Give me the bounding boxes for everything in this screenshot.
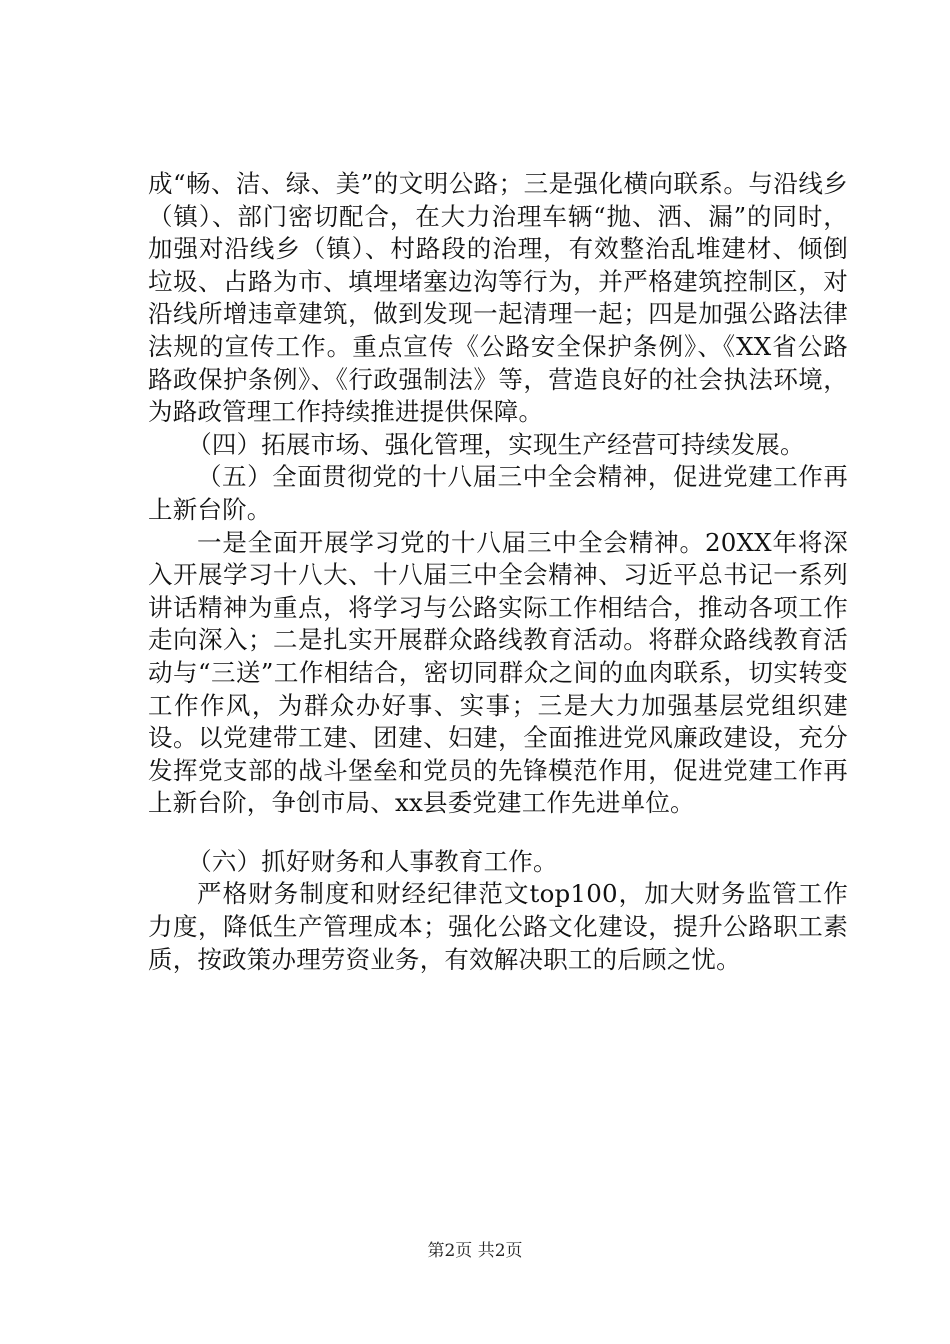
heading-section-five: （五）全面贯彻党的十八届三中全会精神，促进党建工作再上新台阶。 bbox=[148, 462, 848, 524]
heading-section-four: （四）拓展市场、强化管理，实现生产经营可持续发展。 bbox=[187, 429, 805, 459]
heading-section-six: （六）抓好财务和人事教育工作。 bbox=[187, 846, 558, 876]
paragraph-spacer bbox=[148, 820, 848, 846]
document-body bbox=[148, 168, 848, 976]
paragraph-finance-personnel: 严格财务制度和财经纪律范文top100，加大财务监管工作力度，降低生产管理成本；强化公路文化建设，提升公路职工素质，按政策办理劳资业务，有效解决职工的后顾之忧。 bbox=[148, 879, 848, 974]
page-number-footer: 第2页 共2页 bbox=[427, 1241, 523, 1261]
paragraph-party-building: 一是全面开展学习党的十八届三中全会精神。20XX年将深入开展学习十八大、十八届三中全会精神、习近平总书记一系列讲话精神为重点，将学习与公路实际工作相结合，推动各项工作走向深入；二是扎实开展群众路线教育活动。将群众路线教育活动与“三送”工作相结合，密切同群众之间的血肉联系，切实转变工作作风，为群众办好事、实事；三是大力加强基层党组织建设。以党建带工建、团建、妇建，全面推进党风廉政建设，充分发挥党支部的战斗堡垒和党员的先锋模范作用，促进党建工作再上新台阶，争创市局、xx县委党建工作先进单位。 bbox=[148, 527, 848, 818]
paragraph-road-administration: 成“畅、洁、绿、美”的文明公路；三是强化横向联系。与沿线乡（镇）、部门密切配合，在大力治理车辆“抛、洒、漏”的同时，加强对沿线乡（镇）、村路段的治理，有效整治乱堆建材、倾倒垃圾、占路为市、填埋堵塞边沟等行为，并严格建筑控制区，对沿线所增违章建筑，做到发现一起清理一起；四是加强公路法律法规的宣传工作。重点宣传《公路安全保护条例》、《XX省公路路政保护条例》、《行政强制法》等，营造良好的社会执法环境，为路政管理工作持续推进提供保障。 bbox=[148, 169, 848, 427]
